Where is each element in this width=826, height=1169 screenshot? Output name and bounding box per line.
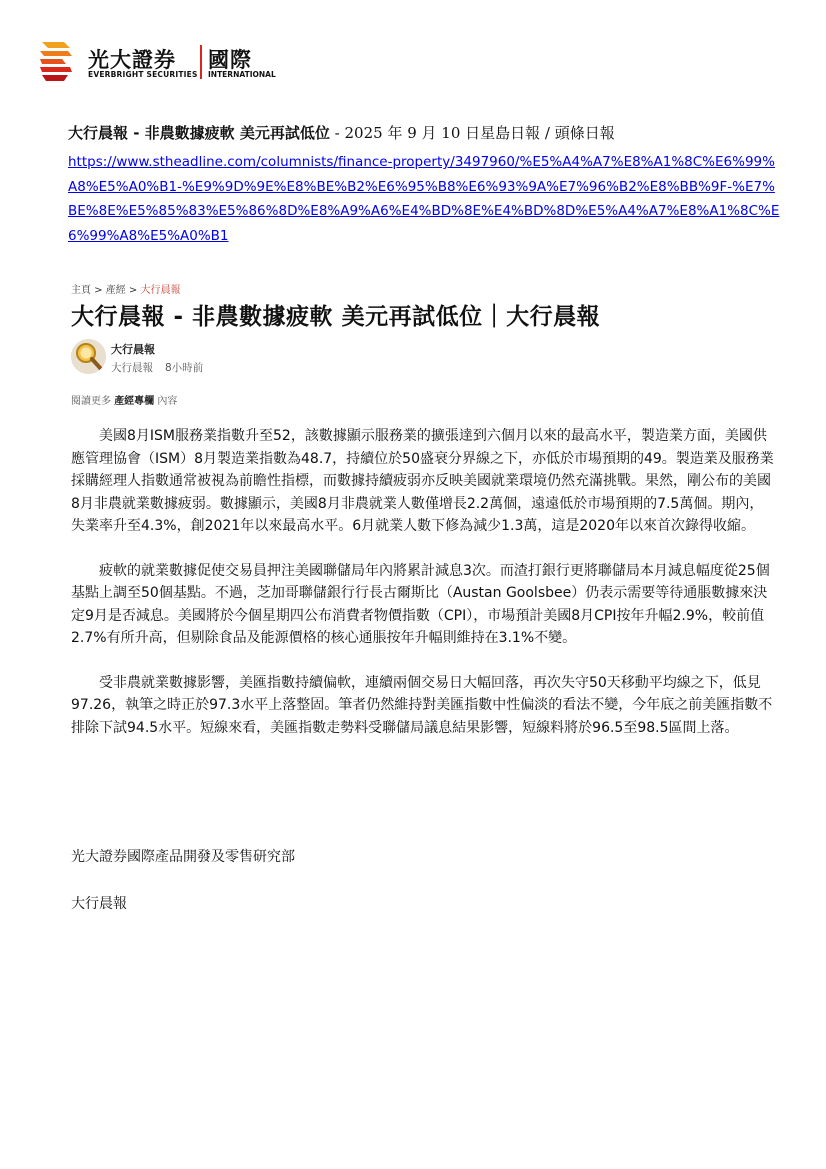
- signature-name: 大行晨報: [71, 896, 127, 912]
- breadcrumb-current[interactable]: 大行晨報: [140, 285, 181, 296]
- everbright-logo-icon: [38, 40, 80, 84]
- brand-divider: [200, 45, 202, 79]
- brand-name-cn: 光大證券: [88, 48, 176, 72]
- author-column[interactable]: 大行晨報: [111, 362, 153, 374]
- breadcrumb: [71, 281, 181, 296]
- brand-name-en: EVERBRIGHT SECURITIES: [88, 70, 198, 79]
- breadcrumb-home[interactable]: 主頁: [71, 285, 91, 296]
- brand-name-cn-international: 國際: [208, 48, 252, 72]
- breadcrumb-separator: >: [91, 285, 106, 296]
- author-meta: [111, 360, 215, 375]
- read-more-link[interactable]: 產經專欄: [114, 396, 155, 407]
- article-paragraph-2: 疲軟的就業數據促使交易員押注美國聯儲局年內將累計減息3次。而渣打銀行更將聯儲局本月減息幅度從25個基點上調至50個基點。不過，芝加哥聯儲銀行行長古爾斯比（Austan Goolsbee）仍表示需要等待通脹數據來決定9月是否減息。美國將於今個星期四公布消費者物價指數（CPI），市場預計美國8月CPI按年升幅2.9%，較前值2.7%有所升高，但剔除食品及能源價格的核心通脹按年升幅則維持在3.1%不變。: [71, 562, 770, 646]
- breadcrumb-separator: >: [125, 285, 141, 296]
- read-more-suffix: 內容: [154, 396, 178, 407]
- breadcrumb-section[interactable]: 產經: [105, 285, 126, 296]
- article-paragraph-1: 美國8月ISM服務業指數升至52，該數據顯示服務業的擴張達到六個月以來的最高水平，製造業方面，美國供應管理協會（ISM）8月製造業指數為48.7，持續位於50盛衰分界線之下，亦低於市場預期的49。製造業及服務業採購經理人指數通常被視為前瞻性指標，而數據持續疲弱亦反映美國就業環境仍然充滿挑戰。果然，剛公布的美國8月非農就業數據疲弱。數據顯示，美國8月非農就業人數僅增長2.2萬個，遠遠低於市場預期的7.5萬個。期內，失業率升至4.3%，創2021年以來最高水平。6月就業人數下修為減少1.3萬，這是2020年以來首次錄得收縮。: [71, 428, 774, 534]
- article-body: [71, 425, 777, 761]
- signature-department: 光大證券國際產品開發及零售研究部: [71, 849, 295, 865]
- document-title-line: [68, 122, 788, 143]
- read-more-prefix: 閱讀更多: [71, 396, 115, 407]
- magnifier-avatar-icon: [71, 339, 106, 374]
- brand-name-en-international: INTERNATIONAL: [208, 70, 276, 79]
- article-paragraph-3: 受非農就業數據影響，美匯指數持續偏軟，連續兩個交易日大幅回落，再次失守50天移動平均線之下，低見97.26，執筆之時正於97.3水平上落整固。筆者仍然維持對美匯指數中性偏淡的看法不變，今年底之前美匯指數不排除下試94.5水平。短線來看，美匯指數走勢料受聯儲局議息結果影響，短線料將於96.5至98.5區間上落。: [71, 674, 773, 736]
- document-title: 大行晨報 - 非農數據疲軟 美元再試低位: [68, 124, 330, 142]
- avatar[interactable]: [71, 339, 106, 374]
- article-url-link[interactable]: https://www.stheadline.com/columnists/finance-property/3497960/%E5%A4%A7%E8%A1%8C%E6%99%A8%E5%A0%B1-%E9%9D%9E%E8%BE%B2%E6%95%B8%E6%93%9A%E7%96%B2%E8%BB%9F-%E7%BE%8E%E5%85%83%E5%86%8D%E8%A9%A6%E4%BD%8E%E4%BD%8D%E5%A4%A7%E8%A1%8C%E6%99%A8%E5%A0%B1: [68, 154, 780, 244]
- company-header: [38, 40, 298, 85]
- author-name[interactable]: 大行晨報: [111, 343, 155, 356]
- document-source: - 2025 年 9 月 10 日星島日報 / 頭條日報: [329, 124, 615, 142]
- publish-time: 8小時前: [165, 362, 204, 374]
- read-more: [71, 392, 177, 407]
- article-title: 大行晨報 - 非農數據疲軟 美元再試低位｜大行晨報: [71, 304, 601, 330]
